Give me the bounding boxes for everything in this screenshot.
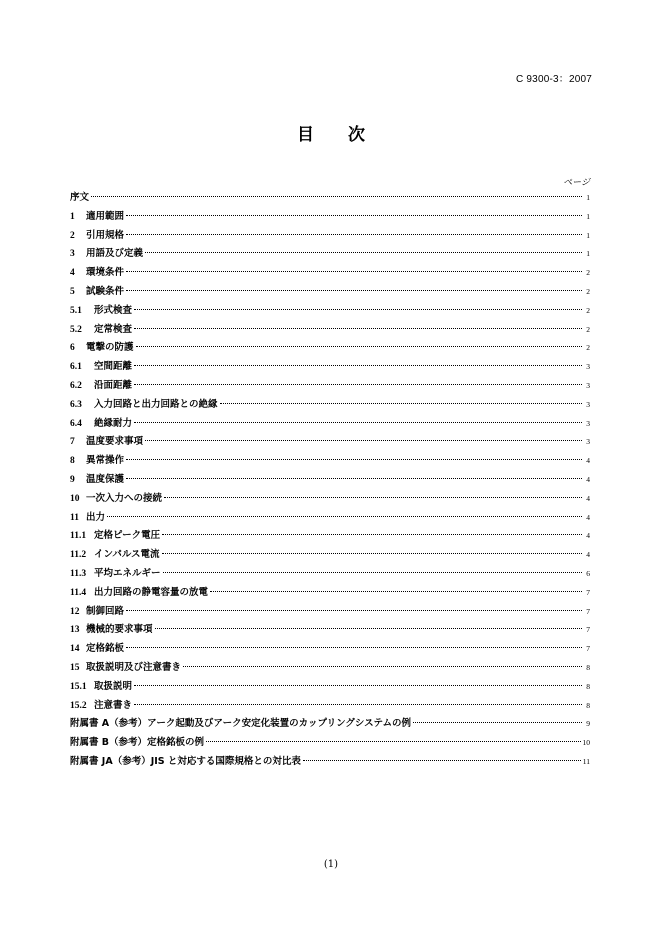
toc-leader-dots xyxy=(155,628,582,629)
toc-entry-number: 5 xyxy=(70,286,75,297)
toc-entry-number: 5.2 xyxy=(70,324,82,335)
toc-entry-title: 定常検査 xyxy=(94,323,133,335)
toc-entry-page: 3 xyxy=(586,437,590,447)
toc-entry[interactable] xyxy=(70,339,590,358)
toc-entry-page: 2 xyxy=(586,324,590,334)
toc-entry-title: 出力回路の静電容量の放電 xyxy=(94,586,209,598)
toc-entry-number: 5.1 xyxy=(70,305,82,316)
toc-entry[interactable] xyxy=(70,321,590,340)
toc-leader-dots xyxy=(220,403,582,404)
toc-entry-page: 4 xyxy=(586,531,590,541)
toc-entry-number: 11.4 xyxy=(70,587,87,598)
toc-entry-number: 14 xyxy=(70,644,80,655)
toc-entry-page: 3 xyxy=(586,380,590,390)
toc-entry-number: 6.2 xyxy=(70,380,82,391)
toc-entry[interactable] xyxy=(70,678,590,697)
toc-entry[interactable] xyxy=(70,189,590,208)
toc-entry-title: 序文 xyxy=(70,192,90,203)
toc-entry-page: 6 xyxy=(586,568,590,578)
toc-leader-dots xyxy=(136,346,582,347)
toc-leader-dots xyxy=(134,309,582,310)
toc-entry-title: 沿面距離 xyxy=(94,379,133,391)
toc-entry-number: 11.2 xyxy=(70,550,87,561)
toc-entry-title: 出力 xyxy=(86,511,106,523)
toc-entry-number: 4 xyxy=(70,268,75,279)
toc-leader-dots xyxy=(134,328,582,329)
toc-entry[interactable] xyxy=(70,753,590,772)
toc-leader-dots xyxy=(107,516,582,517)
toc-entry[interactable] xyxy=(70,433,590,452)
toc-entry-page: 7 xyxy=(586,606,590,616)
toc-entry[interactable] xyxy=(70,659,590,678)
toc-entry[interactable] xyxy=(70,358,590,377)
toc-entry-title: 入力回路と出力回路との絶縁 xyxy=(94,398,218,410)
toc-leader-dots xyxy=(91,196,582,197)
toc-entry-page: 7 xyxy=(586,587,590,597)
toc-entry-title: 制御回路 xyxy=(86,605,125,617)
toc-entry-title: 温度要求事項 xyxy=(86,436,144,448)
toc-leader-dots xyxy=(134,704,582,705)
toc-entry-page: 3 xyxy=(586,399,590,409)
toc-leader-dots xyxy=(134,685,582,686)
toc-entry-page: 8 xyxy=(586,662,590,672)
page-title: 目 次 xyxy=(297,125,379,145)
toc-entry-number: 15 xyxy=(70,662,80,673)
toc-entry[interactable] xyxy=(70,208,590,227)
toc-leader-dots xyxy=(134,422,582,423)
toc-entry-number: 3 xyxy=(70,249,75,260)
toc-leader-dots xyxy=(413,722,582,723)
toc-entry-title: 形式検査 xyxy=(94,304,133,316)
toc-entry[interactable] xyxy=(70,452,590,471)
toc-entry-page: 2 xyxy=(586,305,590,315)
toc-leader-dots xyxy=(126,647,582,648)
toc-entry-title: 異常操作 xyxy=(86,455,125,467)
toc-entry-title: 温度保護 xyxy=(86,473,125,485)
toc-entry-title: 環境条件 xyxy=(86,267,125,279)
toc-entry-title: 空間距離 xyxy=(94,361,133,373)
toc-leader-dots xyxy=(134,384,582,385)
toc-entry-page: 3 xyxy=(586,418,590,428)
toc-entry-page: 3 xyxy=(586,362,590,372)
toc-entry-title: 電撃の防護 xyxy=(86,342,134,354)
toc-entry[interactable] xyxy=(70,302,590,321)
toc-leader-dots xyxy=(126,271,582,272)
toc-entry[interactable] xyxy=(70,377,590,396)
toc-entry[interactable] xyxy=(70,715,590,734)
toc-entry-page: 2 xyxy=(586,286,590,296)
toc-entry-title: 絶縁耐力 xyxy=(94,417,133,429)
toc-entry-number: 11.1 xyxy=(70,531,87,542)
toc-entry[interactable] xyxy=(70,264,590,283)
toc-entry[interactable] xyxy=(70,734,590,753)
toc-entry-number: 15.1 xyxy=(70,681,87,692)
toc-leader-dots xyxy=(126,234,582,235)
toc-entry-title: 附属書 JA（参考）JIS と対応する国際規格との対比表 xyxy=(70,755,301,767)
toc-entry[interactable] xyxy=(70,584,590,603)
toc-entry-title: 注意書き xyxy=(94,699,133,711)
toc-leader-dots xyxy=(164,497,582,498)
toc-entry-page: 8 xyxy=(586,700,590,710)
toc-leader-dots xyxy=(145,252,582,253)
toc-entry[interactable] xyxy=(70,527,590,546)
toc-leader-dots xyxy=(210,591,582,592)
toc-leader-dots xyxy=(163,572,582,573)
toc-entry[interactable] xyxy=(70,603,590,622)
toc-leader-dots xyxy=(134,365,582,366)
toc-entry-page: 4 xyxy=(586,474,590,484)
toc-entry-title: 機械的要求事項 xyxy=(86,624,153,636)
toc-entry-title: 用語及び定義 xyxy=(86,248,144,260)
toc-entry-title: 適用範囲 xyxy=(86,210,125,222)
toc-entry[interactable] xyxy=(70,509,590,528)
toc-entry-title: 取扱説明 xyxy=(94,680,133,692)
toc-entry[interactable] xyxy=(70,546,590,565)
toc-entry-number: 6 xyxy=(70,343,75,354)
toc-leader-dots xyxy=(183,666,582,667)
toc-entry-title: 一次入力への接続 xyxy=(86,492,163,504)
toc-entry-page: 7 xyxy=(586,644,590,654)
toc-entry-number: 10 xyxy=(70,493,80,504)
toc-leader-dots xyxy=(126,478,582,479)
toc-entry-page: 2 xyxy=(586,268,590,278)
toc-leader-dots xyxy=(145,440,582,441)
toc-leader-dots xyxy=(303,760,581,761)
toc-entry-page: 1 xyxy=(586,211,590,221)
toc-entry-page: 1 xyxy=(586,230,590,240)
toc-entry[interactable] xyxy=(70,621,590,640)
toc-entry-page: 4 xyxy=(586,550,590,560)
toc-leader-dots xyxy=(206,741,580,742)
toc-entry-page: 4 xyxy=(586,512,590,522)
toc-entry-number: 11 xyxy=(70,512,79,523)
toc-entry[interactable] xyxy=(70,640,590,659)
toc-entry-number: 7 xyxy=(70,437,75,448)
toc-entry-title: 試験条件 xyxy=(86,285,125,297)
toc-entry-number: 8 xyxy=(70,456,75,467)
table-of-contents xyxy=(70,189,590,772)
toc-entry-page: 4 xyxy=(586,456,590,466)
toc-entry[interactable] xyxy=(70,697,590,716)
page-number: (1) xyxy=(323,859,339,870)
toc-leader-dots xyxy=(162,534,582,535)
toc-entry-page: 8 xyxy=(586,681,590,691)
toc-entry-number: 15.2 xyxy=(70,700,87,711)
toc-entry-page: 7 xyxy=(586,625,590,635)
toc-entry-title: 附属書 A（参考）アーク起動及びアーク安定化装置のカップリングシステムの例 xyxy=(70,718,411,730)
toc-entry-title: 附属書 B（参考）定格銘板の例 xyxy=(70,737,205,749)
toc-entry[interactable] xyxy=(70,565,590,584)
toc-entry-number: 6.4 xyxy=(70,418,82,429)
toc-entry-page: 2 xyxy=(586,343,590,353)
toc-entry-title: 取扱説明及び注意書き xyxy=(86,661,182,673)
toc-leader-dots xyxy=(126,215,582,216)
toc-entry-number: 11.3 xyxy=(70,568,87,579)
toc-entry-title: インパルス電流 xyxy=(94,549,160,561)
toc-leader-dots xyxy=(126,610,582,611)
toc-entry[interactable] xyxy=(70,396,590,415)
toc-entry[interactable] xyxy=(70,283,590,302)
toc-entry-number: 2 xyxy=(70,230,75,241)
toc-entry[interactable] xyxy=(70,415,590,434)
toc-entry-number: 9 xyxy=(70,474,75,485)
toc-entry[interactable] xyxy=(70,471,590,490)
toc-leader-dots xyxy=(126,290,582,291)
toc-entry-page: 1 xyxy=(586,249,590,259)
toc-entry-number: 6.3 xyxy=(70,399,82,410)
toc-entry-number: 13 xyxy=(70,625,80,636)
toc-entry-title: 引用規格 xyxy=(86,229,125,241)
toc-entry[interactable] xyxy=(70,245,590,264)
toc-entry-page: 9 xyxy=(586,719,590,729)
toc-entry-title: 平均エネルギー xyxy=(94,567,161,579)
document-id: C 9300-3：2007 xyxy=(516,74,592,85)
toc-entry-page: 11 xyxy=(582,756,590,766)
toc-entry-number: 12 xyxy=(70,606,80,617)
toc-entry-page: 1 xyxy=(586,193,590,202)
toc-leader-dots xyxy=(162,553,582,554)
toc-entry[interactable] xyxy=(70,490,590,509)
toc-entry-title: 定格ピーク電圧 xyxy=(94,530,161,542)
toc-entry-number: 6.1 xyxy=(70,362,82,373)
toc-entry-number: 1 xyxy=(70,211,75,222)
toc-leader-dots xyxy=(126,459,582,460)
page-column-label: ページ xyxy=(563,178,590,188)
toc-entry[interactable] xyxy=(70,227,590,246)
toc-entry-title: 定格銘板 xyxy=(86,643,125,655)
toc-entry-page: 10 xyxy=(582,738,590,748)
toc-entry-page: 4 xyxy=(586,493,590,503)
